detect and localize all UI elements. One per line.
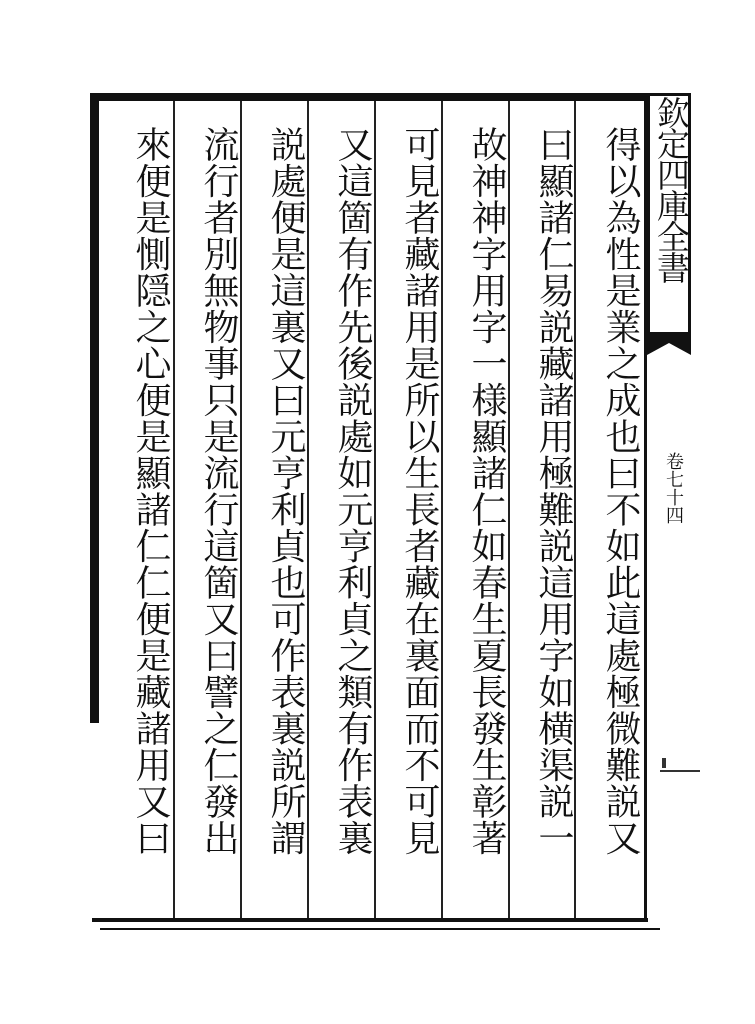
margin-mark: [662, 758, 666, 768]
column-rule: [240, 101, 242, 918]
column-rule: [173, 101, 175, 918]
text-column-7: 流行者別無物事只是流行這箇又曰譬之仁發出: [198, 126, 239, 856]
margin-mark: [660, 770, 700, 772]
frame-left-border: [90, 93, 99, 723]
fish-tail-mark: [647, 335, 691, 355]
frame-bottom-rule: [100, 928, 660, 930]
column-rule: [574, 101, 576, 918]
column-rule: [374, 101, 376, 918]
text-column-6: 説處便是這裏又曰元亨利貞也可作表裏説所謂: [265, 126, 306, 856]
text-column-1: 得以為性是業之成也曰不如此這處極微難説又: [600, 126, 641, 856]
text-column-3: 故神神字用字一様顯諸仁如春生夏長發生彰著: [466, 126, 507, 856]
text-column-5: 又這箇有作先後説處如元亨利貞之類有作表裏: [332, 126, 373, 856]
column-rule: [508, 101, 510, 918]
text-column-8: 來便是惻隠之心便是顯諸仁仁便是藏諸用又曰: [130, 126, 171, 856]
frame-bottom-border: [92, 918, 648, 922]
frame-top-border: [92, 93, 648, 101]
volume-label: 卷七十四: [663, 452, 684, 524]
column-rule: [307, 101, 309, 918]
column-rule: [441, 101, 443, 918]
text-column-2: 曰顯諸仁易説藏諸用極難説這用字如横渠説一: [533, 126, 574, 856]
book-title: 欽定四庫全書: [652, 96, 691, 282]
text-column-4: 可見者藏諸用是所以生長者藏在裏面而不可見: [399, 126, 440, 856]
